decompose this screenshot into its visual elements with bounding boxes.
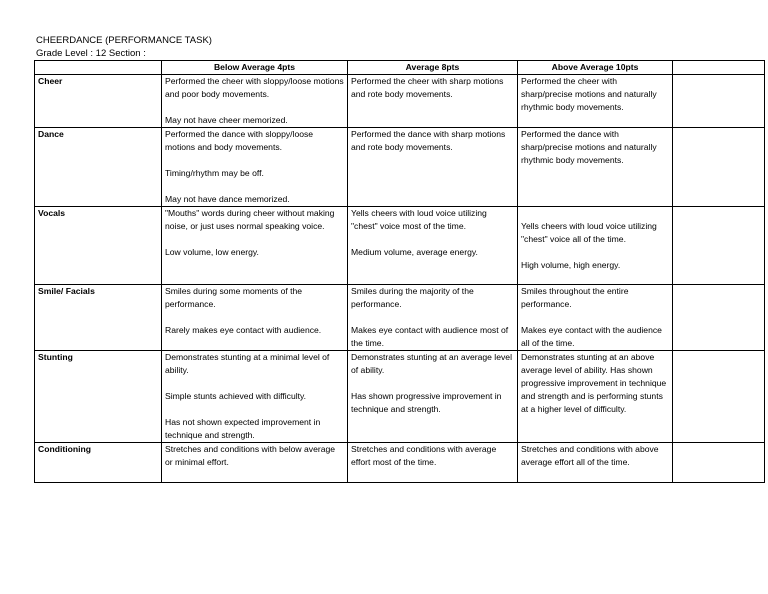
header-average: Average 8pts	[348, 61, 518, 75]
smile-below-text-1: Smiles during some moments of the performance.	[165, 286, 303, 309]
vocals-above-text-2: High volume, high energy.	[521, 260, 621, 270]
rubric-row-dance	[35, 128, 765, 207]
conditioning-below-average	[162, 443, 348, 483]
conditioning-above-average	[518, 443, 673, 483]
rubric-row-vocals	[35, 207, 765, 285]
criterion-conditioning: Conditioning	[35, 443, 162, 483]
header-above-average: Above Average 10pts	[518, 61, 673, 75]
grade-level-line: Grade Level : 12 Section :	[36, 48, 146, 59]
smile-blank-cell	[673, 285, 765, 351]
smile-above-average	[518, 285, 673, 351]
stunting-above-average	[518, 351, 673, 443]
rubric-row-smile-facials	[35, 285, 765, 351]
stunting-below-text-1: Demonstrates stunting at a minimal level of ability.	[165, 352, 330, 375]
dance-average-text-1: Performed the dance with sharp motions and rote body movements.	[351, 129, 506, 152]
document-title: CHEERDANCE (PERFORMANCE TASK)	[36, 35, 212, 46]
vocals-average	[348, 207, 518, 285]
cheer-above-average	[518, 75, 673, 128]
conditioning-above-text-1: Stretches and conditions with above average effort all of the time.	[521, 444, 659, 467]
header-blank	[673, 61, 765, 75]
dance-above-average	[518, 128, 673, 207]
rubric-row-conditioning	[35, 443, 765, 483]
vocals-average-text-1: Yells cheers with loud voice utilizing "chest" voice most of the time.	[351, 208, 487, 231]
stunting-blank-cell	[673, 351, 765, 443]
cheer-below-text-1: Performed the cheer with sloppy/loose motions and poor body movements.	[165, 76, 344, 99]
dance-below-text-1: Performed the dance with sloppy/loose motions and body movements.	[165, 129, 314, 152]
header-criterion	[35, 61, 162, 75]
vocals-below-average	[162, 207, 348, 285]
conditioning-average-text-1: Stretches and conditions with average effort most of the time.	[351, 444, 497, 467]
cheer-average	[348, 75, 518, 128]
cheer-above-text-1: Performed the cheer with sharp/precise motions and naturally rhythmic body movements.	[521, 76, 657, 112]
smile-average-text-1: Smiles during the majority of the performance.	[351, 286, 474, 309]
criterion-dance: Dance	[35, 128, 162, 207]
stunting-below-text-3: Has not shown expected improvement in technique and strength.	[165, 417, 321, 440]
vocals-above-average	[518, 207, 673, 285]
criterion-vocals: Vocals	[35, 207, 162, 285]
rubric-row-cheer	[35, 75, 765, 128]
dance-above-text-1: Performed the dance with sharp/precise motions and naturally rhythmic body movements.	[521, 129, 657, 165]
smile-below-average	[162, 285, 348, 351]
smile-average-text-2: Makes eye contact with audience most of the time.	[351, 325, 509, 348]
dance-average	[348, 128, 518, 207]
smile-above-text-2: Makes eye contact with the audience all of the time.	[521, 325, 662, 348]
vocals-below-text-2: Low volume, low energy.	[165, 247, 259, 257]
smile-above-text-1: Smiles throughout the entire performance.	[521, 286, 629, 309]
vocals-below-text-1: "Mouths" words during cheer without making noise, or just uses normal speaking voice.	[165, 208, 335, 231]
stunting-below-average	[162, 351, 348, 443]
stunting-average	[348, 351, 518, 443]
conditioning-below-text-1: Stretches and conditions with below average or minimal effort.	[165, 444, 336, 467]
dance-below-text-2: Timing/rhythm may be off.	[165, 168, 264, 178]
cheer-below-text-2: May not have cheer memorized.	[165, 115, 288, 125]
criterion-cheer: Cheer	[35, 75, 162, 128]
dance-blank-cell	[673, 128, 765, 207]
smile-below-text-2: Rarely makes eye contact with audience.	[165, 325, 322, 335]
cheer-average-text-1: Performed the cheer with sharp motions and rote body movements.	[351, 76, 504, 99]
stunting-average-text-1: Demonstrates stunting at an average level of ability.	[351, 352, 512, 375]
conditioning-blank-cell	[673, 443, 765, 483]
smile-average	[348, 285, 518, 351]
dance-below-text-3: May not have dance memorized.	[165, 194, 290, 204]
rubric-row-stunting	[35, 351, 765, 443]
vocals-above-text-1: Yells cheers with loud voice utilizing "chest" voice all of the time.	[521, 221, 657, 244]
header-below-average: Below Average 4pts	[162, 61, 348, 75]
criterion-smile-facials: Smile/ Facials	[35, 285, 162, 351]
stunting-average-text-2: Has shown progressive improvement in technique and strength.	[351, 391, 502, 414]
stunting-above-text-1: Demonstrates stunting at an above average level of ability. Has shown progressive improvement in technique and strength and is performing stunts at a higher level of difficulty.	[521, 352, 667, 414]
stunting-below-text-2: Simple stunts achieved with difficulty.	[165, 391, 307, 401]
cheer-below-average	[162, 75, 348, 128]
dance-below-average	[162, 128, 348, 207]
vocals-average-text-2: Medium volume, average energy.	[351, 247, 478, 257]
vocals-blank-cell	[673, 207, 765, 285]
criterion-stunting: Stunting	[35, 351, 162, 443]
rubric-header-row	[35, 61, 765, 75]
conditioning-average	[348, 443, 518, 483]
cheer-blank-cell	[673, 75, 765, 128]
rubric-table	[34, 60, 765, 483]
